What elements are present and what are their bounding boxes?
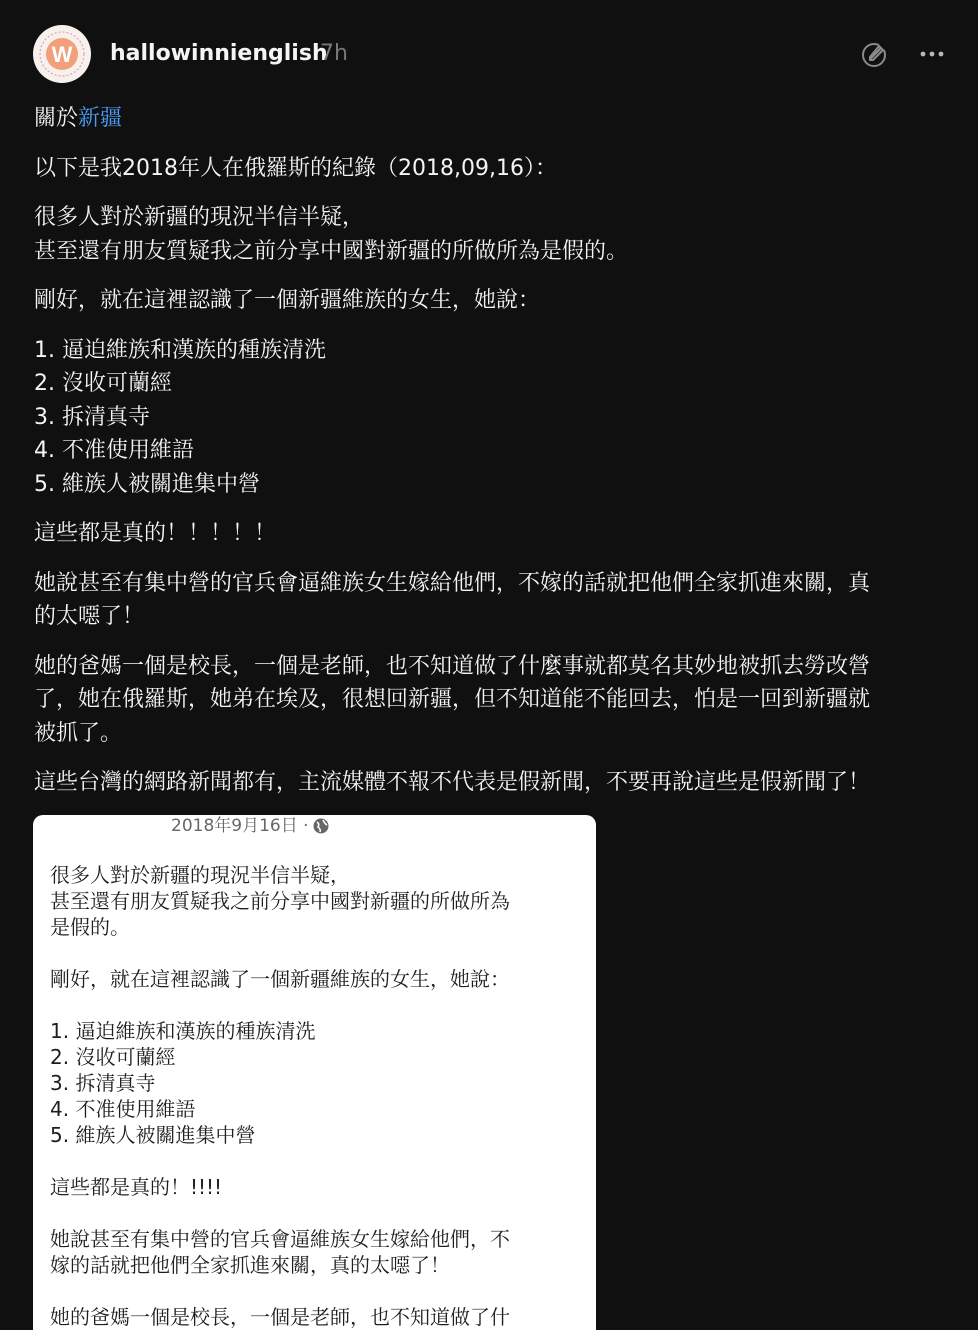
text-line: 這些都是真的！!!!! [50, 1175, 223, 1199]
attached-image[interactable] [33, 815, 596, 1330]
paragraph [34, 284, 954, 318]
text-line: 是假的。 [50, 915, 130, 939]
text-line: 1. 逼迫維族和漢族的種族清洗 [34, 337, 326, 363]
screenshot-body [50, 862, 580, 1330]
text-line: 3. 拆清真寺 [34, 404, 150, 430]
edit-button[interactable] [857, 36, 893, 72]
text-line: 了，她在俄羅斯，她弟在埃及，很想回新疆，但不知道能不能回去，怕是一回到新疆就 [34, 687, 871, 712]
text-line: 她的爸媽一個是校長，一個是老師，也不知道做了什麼事就都莫名其妙地被抓去勞改營 [34, 653, 871, 679]
text-line: 2. 沒收可蘭經 [50, 1045, 176, 1069]
more-options-button[interactable] [914, 36, 950, 72]
text-line: 這些台灣的網路新聞都有，主流媒體不報不代表是假新聞，不要再說這些是假新聞了！ [34, 770, 871, 795]
paragraph [34, 766, 954, 800]
avatar-letter: W [51, 42, 73, 67]
hashtag-link[interactable]: 新疆 [78, 106, 123, 131]
post-content [34, 102, 954, 816]
text-line: 很多人對於新疆的現況半信半疑， [34, 205, 365, 230]
text-line: 3. 拆清真寺 [50, 1071, 156, 1095]
paragraph [34, 517, 954, 551]
paragraph [50, 1304, 580, 1330]
paragraph [34, 334, 954, 502]
screenshot-date-text: 2018年9月16日 · [171, 816, 309, 836]
avatar[interactable] [33, 25, 91, 83]
paragraph [50, 966, 580, 992]
text-line: 這些都是真的！！！！！ [34, 521, 277, 546]
text-line: 她說甚至有集中營的官兵會逼維族女生嫁給他們，不嫁的話就把他們全家抓進來關，真 [34, 570, 871, 596]
text-line: 4. 不准使用維語 [50, 1097, 196, 1121]
text-line: 她的爸媽一個是校長，一個是老師，也不知道做了什 [50, 1305, 510, 1329]
text-line: 以下是我2018年人在俄羅斯的紀錄（2018,09,16）： [34, 155, 557, 181]
text-line: 5. 維族人被關進集中營 [50, 1123, 256, 1147]
screenshot-date [171, 815, 330, 837]
text-line: 被抓了。 [34, 720, 123, 746]
text-line: 1. 逼迫維族和漢族的種族清洗 [50, 1019, 316, 1043]
text-line: 甚至還有朋友質疑我之前分享中國對新疆的所做所為是假的。 [34, 238, 629, 264]
paragraph [34, 152, 954, 186]
post-paragraphs [34, 152, 954, 800]
paragraph [50, 1018, 580, 1148]
paragraph [34, 201, 954, 268]
text-line: 甚至還有朋友質疑我之前分享中國對新疆的所做所為 [50, 889, 510, 913]
text-line: 的太噁了！ [34, 604, 145, 629]
globe-icon [312, 817, 330, 835]
paragraph [34, 567, 954, 634]
text-line: 剛好，就在這裡認識了一個新疆維族的女生，她說： [34, 288, 541, 313]
text-line: 很多人對於新疆的現況半信半疑， [50, 863, 350, 887]
username[interactable]: hallowinnienglish [110, 41, 328, 66]
text-line: 2. 沒收可蘭經 [34, 371, 172, 396]
paragraph [50, 1226, 580, 1278]
paragraph [50, 1174, 580, 1200]
paragraph [50, 862, 580, 940]
text-line: 剛好，就在這裡認識了一個新疆維族的女生，她說： [50, 967, 510, 991]
post-title-prefix: 關於 [34, 106, 79, 131]
edit-pencil-circle-icon [860, 39, 890, 69]
post-title [34, 102, 954, 136]
post-time: 7h [320, 41, 348, 66]
paragraph [34, 650, 954, 751]
text-line: 她說甚至有集中營的官兵會逼維族女生嫁給他們，不 [50, 1227, 510, 1251]
avatar-logo-icon [33, 25, 91, 83]
text-line: 5. 維族人被關進集中營 [34, 471, 260, 497]
text-line: 4. 不准使用維語 [34, 438, 194, 463]
text-line: 嫁的話就把他們全家抓進來關，真的太噁了！ [50, 1253, 450, 1277]
more-dots-icon [919, 49, 945, 59]
